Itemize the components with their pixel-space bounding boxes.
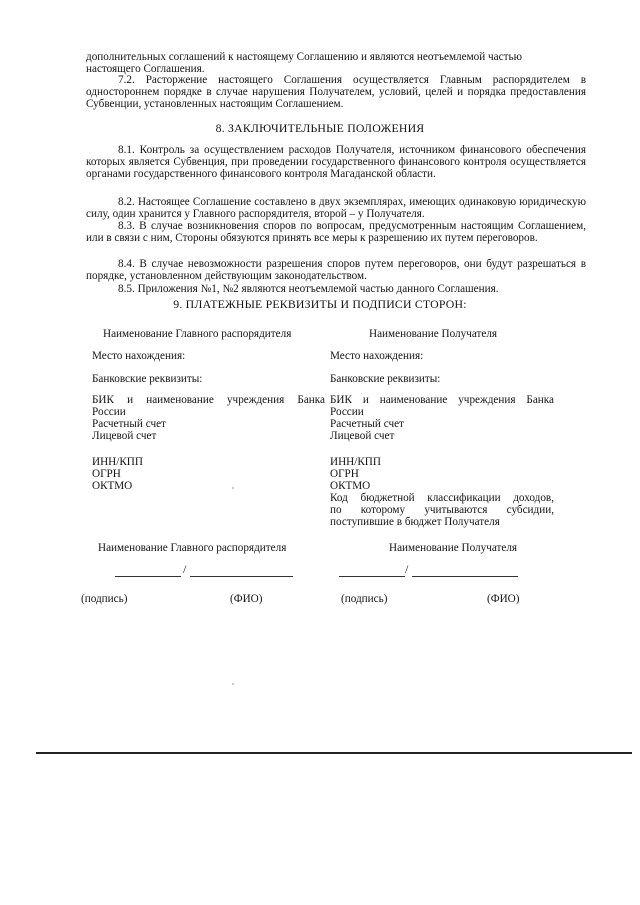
left-bank-details: Банковские реквизиты: — [92, 373, 203, 385]
left-signature-slash: / — [183, 562, 187, 576]
left-header: Наименование Главного распорядителя — [103, 328, 292, 340]
left-russia: России — [92, 406, 126, 418]
paragraph-8-4: 8.4. В случае невозможности разрешения споров путем переговоров, они будут разрешаться в порядке, установленном действующим законодательством. — [86, 258, 586, 282]
continuation-line: дополнительных соглашений к настоящему Соглашению и являются неотъемлемой частью — [86, 51, 522, 63]
right-location: Место нахождения: — [330, 350, 424, 362]
left-signature-header: Наименование Главного распорядителя — [98, 542, 287, 554]
right-russia: России — [330, 406, 364, 418]
left-ogrn: ОГРН — [92, 468, 121, 480]
scan-speck — [232, 683, 234, 685]
right-ogrn: ОГРН — [330, 468, 359, 480]
left-ids-block — [92, 456, 143, 492]
paragraph-8-3: 8.3. В случае возникновения споров по вопросам, предусмотренным настоящим Соглашением, или в связи с ним, Стороны обязуются принять все меры к разрешению их путем переговоров. — [86, 220, 586, 244]
right-kbk-line-2: по которому учитываются субсидии, — [330, 504, 554, 516]
left-fio-line[interactable] — [190, 576, 293, 577]
right-account: Расчетный счет — [330, 418, 404, 430]
section-8-title: 8. ЗАКЛЮЧИТЕЛЬНЫЕ ПОЛОЖЕНИЯ — [215, 121, 425, 135]
left-bik: БИК и наименование учреждения Банка — [92, 394, 325, 406]
right-personal-account: Лицевой счет — [330, 430, 395, 442]
section-9-title: 9. ПЛАТЕЖНЫЕ РЕКВИЗИТЫ И ПОДПИСИ СТОРОН: — [173, 297, 467, 311]
right-bank-details: Банковские реквизиты: — [330, 373, 441, 385]
left-signature-caption: (подпись) — [81, 593, 128, 605]
left-signature-line[interactable] — [115, 576, 181, 577]
bottom-divider — [36, 752, 632, 754]
right-signature-line[interactable] — [339, 576, 405, 577]
right-ids-block — [330, 456, 554, 528]
left-oktmo: ОКТМО — [92, 480, 133, 492]
right-header: Наименование Получателя — [369, 328, 498, 340]
right-inn: ИНН/КПП — [330, 456, 381, 468]
paragraph-7-2: 7.2. Расторжение настоящего Соглашения осуществляется Главным распорядителем в одностороннем порядке в случае нарушения Получателем, условий, целей и порядка предоставления Субвенции, установленных настоящим Соглашением. — [86, 74, 586, 110]
right-fio-line[interactable] — [412, 576, 518, 577]
paragraph-8-1: 8.1. Контроль за осуществлением расходов Получателя, источником финансового обеспечения которых является Субвенция, при проведении государственного финансового контроля осуществляется органами государственного финансового контроля Магаданской области. — [86, 144, 586, 180]
left-bank-block — [92, 394, 325, 442]
continuation-line-end: настоящего Соглашения. — [86, 63, 205, 75]
right-kbk-line-3: поступившие в бюджет Получателя — [330, 516, 500, 528]
right-bik: БИК и наименование учреждения Банка — [330, 394, 554, 406]
left-personal-account: Лицевой счет — [92, 430, 157, 442]
left-fio-caption: (ФИО) — [230, 593, 263, 605]
left-account: Расчетный счет — [92, 418, 166, 430]
left-location: Место нахождения: — [92, 350, 186, 362]
right-signature-slash: / — [405, 562, 409, 576]
right-fio-caption: (ФИО) — [487, 593, 520, 605]
paragraph-8-5: 8.5. Приложения №1, №2 являются неотъемлемой частью данного Соглашения. — [118, 283, 499, 295]
left-inn: ИНН/КПП — [92, 456, 143, 468]
scan-speck — [232, 487, 234, 489]
right-bank-block — [330, 394, 554, 442]
right-kbk-line-1: Код бюджетной классификации доходов, — [330, 492, 554, 504]
paragraph-8-2: 8.2. Настоящее Соглашение составлено в двух экземплярах, имеющих одинаковую юридическую силу, один хранится у Главного распорядителя, второй – у Получателя. — [86, 196, 586, 220]
right-oktmo: ОКТМО — [330, 480, 371, 492]
right-signature-caption: (подпись) — [341, 593, 388, 605]
right-signature-header: Наименование Получателя — [389, 542, 518, 554]
